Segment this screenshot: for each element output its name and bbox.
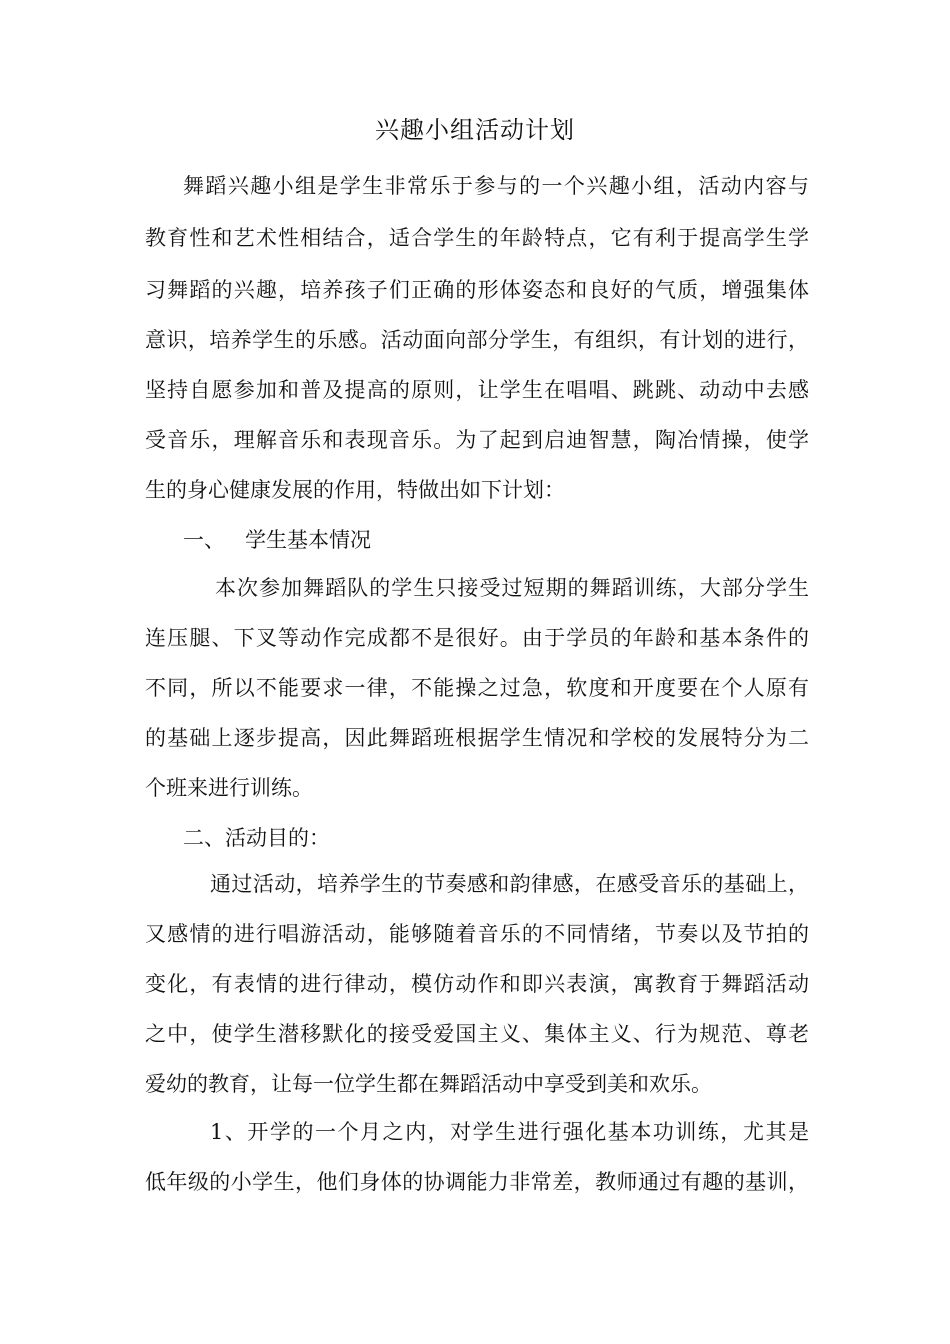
section1-number: 一、 [183, 528, 225, 552]
intro-line: 习舞蹈的兴趣，培养孩子们正确的形体姿态和良好的气质，增强集体 [145, 278, 809, 302]
section2-line: 又感情的进行唱游活动，能够随着音乐的不同情绪，节奏以及节拍的 [145, 922, 809, 946]
item1-line: 低年级的小学生，他们身体的协调能力非常差，教师通过有趣的基训， [145, 1170, 809, 1194]
section1-line: 的基础上逐步提高，因此舞蹈班根据学生情况和学校的发展特分为二 [145, 726, 809, 750]
item1-line: 1、开学的一个月之内，对学生进行强化基本功训练，尤其是 [210, 1120, 809, 1144]
section1-heading: 学生基本情况 [245, 528, 371, 552]
intro-line: 受音乐，理解音乐和表现音乐。为了起到启迪智慧，陶冶情操，使学 [145, 428, 809, 452]
section2-heading: 二、活动目的： [183, 826, 330, 850]
section1-line: 不同，所以不能要求一律，不能操之过急，软度和开度要在个人原有 [145, 676, 809, 700]
section1-line: 本次参加舞蹈队的学生只接受过短期的舞蹈训练，大部分学生 [215, 576, 809, 600]
intro-line: 坚持自愿参加和普及提高的原则，让学生在唱唱、跳跳、动动中去感 [145, 378, 809, 402]
intro-line: 舞蹈兴趣小组是学生非常乐于参与的一个兴趣小组，活动内容与 [183, 174, 809, 198]
section2-line: 通过活动，培养学生的节奏感和韵律感，在感受音乐的基础上， [210, 872, 809, 896]
section1-line: 连压腿、下叉等动作完成都不是很好。由于学员的年龄和基本条件的 [145, 626, 809, 650]
section1-line: 个班来进行训练。 [145, 776, 313, 800]
page-title: 兴趣小组活动计划 [375, 116, 575, 144]
section2-line: 爱幼的教育，让每一位学生都在舞蹈活动中享受到美和欢乐。 [145, 1072, 712, 1096]
intro-line: 意识，培养学生的乐感。活动面向部分学生，有组织，有计划的进行， [145, 328, 809, 352]
intro-line: 生的身心健康发展的作用，特做出如下计划： [145, 478, 565, 502]
intro-line: 教育性和艺术性相结合，适合学生的年龄特点，它有利于提高学生学 [145, 226, 809, 250]
section2-line: 变化，有表情的进行律动，模仿动作和即兴表演，寓教育于舞蹈活动 [145, 972, 809, 996]
section2-line: 之中，使学生潜移默化的接受爱国主义、集体主义、行为规范、尊老 [145, 1022, 809, 1046]
